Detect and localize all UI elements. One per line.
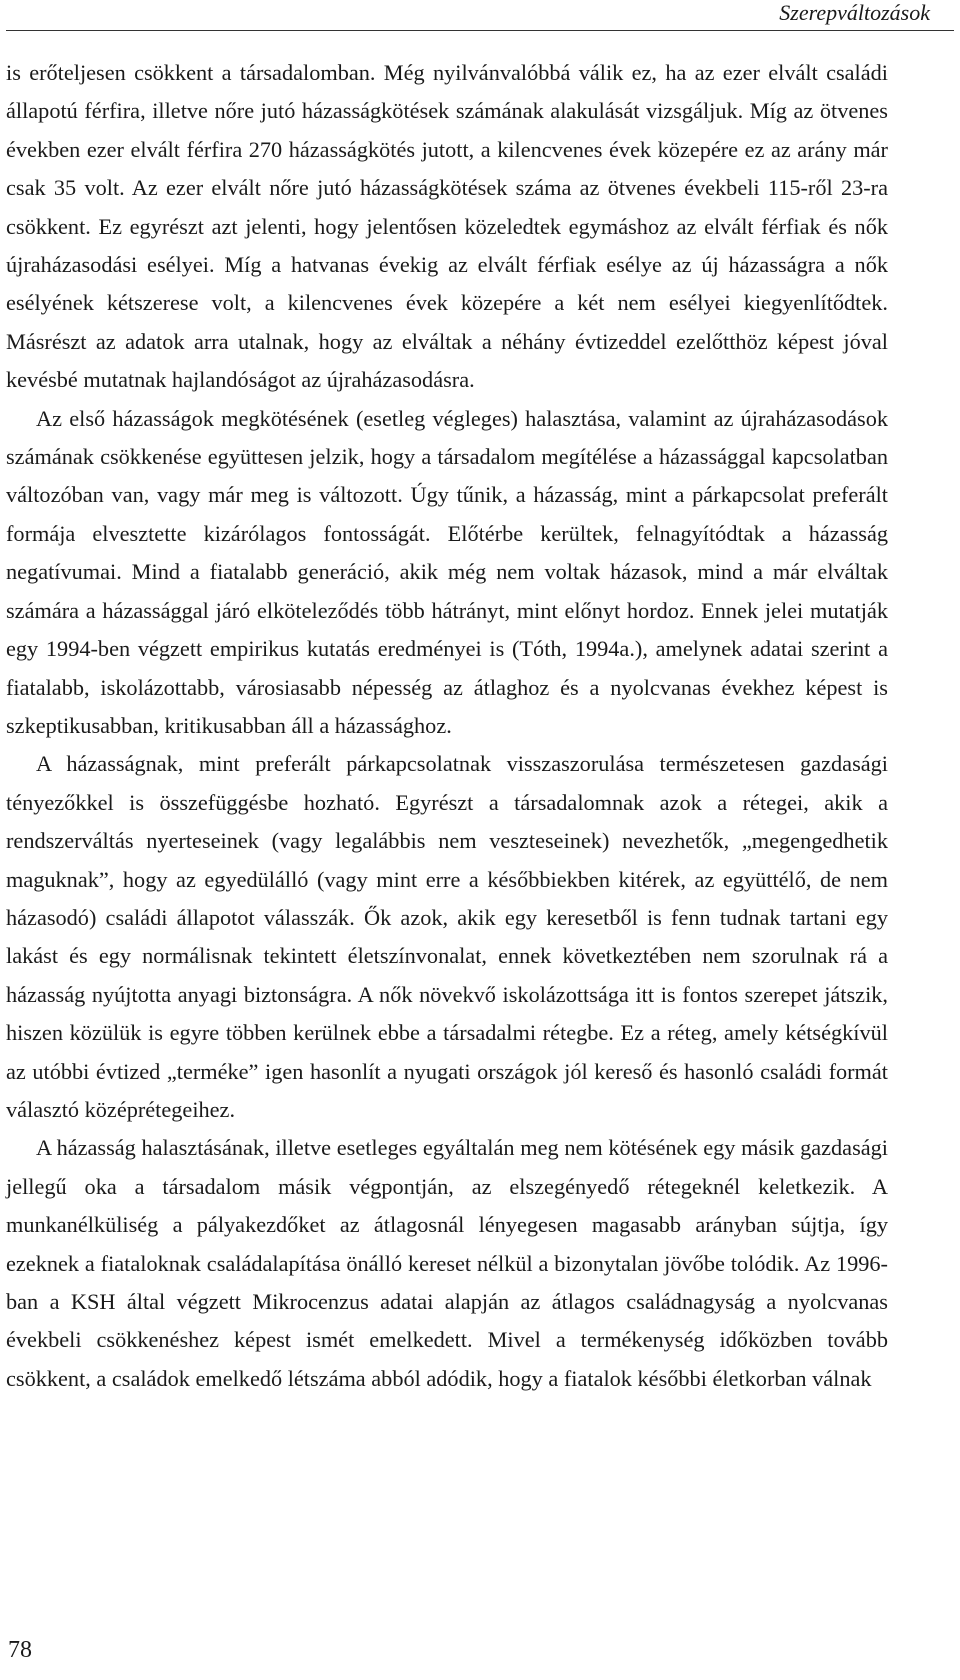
paragraph-3: A házasságnak, mint preferált párkapcsolatnak visszaszorulása természetesen gazdasági tényezőkkel is összefüggésbe hozható. Egyrészt a társadalomnak azok a rétegei, akik a rendszerváltás nyerteseinek (vagy legalábbis nem veszteseinek) nevezhetők, „megengedhetik maguknak”, hogy az egyedülálló (vagy mint erre a későbbiekben kitérek, az együttélő, de nem házasodó) családi állapotot válasszák. Ők azok, akik egy keresetből is fenn tudnak tartani egy lakást és egy normálisnak tekintett életszínvonalat, ennek következtében nem szorulnak rá a házasság nyújtotta anyagi biztonságra. A nők növekvő iskolázottsága itt is fontos szerepet játszik, hiszen közülük is egyre többen kerülnek ebbe a társadalmi rétegbe. Ez a réteg, amely kétségkívül az utóbbi évtized „terméke” igen hasonlít a nyugati országok jól kereső és hasonló családi formát választó középrétegeihez. bbox=[6, 751, 888, 1122]
page-number: 78 bbox=[8, 1637, 32, 1663]
body-text bbox=[6, 54, 888, 1398]
header-divider bbox=[6, 30, 954, 31]
paragraph-4: A házasság halasztásának, illetve esetleges egyáltalán meg nem kötésének egy másik gazdasági jellegű oka a társadalom másik végpontján, az elszegényedő rétegeknél keletkezik. A munkanélküliség a pályakezdőket az átlagosnál lényegesen magasabb arányban sújtja, így ezeknek a fiataloknak családalapítása önálló kereset nélkül a bizonytalan jövőbe tolódik. Az 1996-ban a KSH által végzett Mikrocenzus adatai alapján az átlagos családnagyság a nyolcvanas évekbeli csökkenéshez képest ismét emelkedett. Mivel a termékenység időközben tovább csökkent, a családok emelkedő létszáma abból adódik, hogy a fiatalok későbbi életkorban válnak bbox=[6, 1135, 888, 1391]
running-header: Szerepváltozások bbox=[779, 0, 930, 25]
paragraph-1: is erőteljesen csökkent a társadalomban. Még nyilvánvalóbbá válik ez, ha az ezer elvált családi állapotú férfira, illetve nőre jutó házasságkötések számának alakulását vizsgáljuk. Míg az ötvenes években ezer elvált férfira 270 házasságkötés jutott, a kilencvenes évek közepére ez az arány már csak 35 volt. Az ezer elvált nőre jutó házasságkötések száma az ötvenes évekbeli 115-ről 23-ra csökkent. Ez egyrészt azt jelenti, hogy jelentősen közeledtek egymáshoz az elvált férfiak és nők újraházasodási esélyei. Míg a hatvanas évekig az elvált férfiak esélye az új házasságra a nők esélyének kétszerese volt, a kilencvenes évek közepére a két nem esélyei kiegyenlítődtek. Másrészt az adatok arra utalnak, hogy az elváltak a néhány évtizeddel ezelőtthöz képest jóval kevésbé mutatnak hajlandóságot az újraházasodásra. bbox=[6, 60, 888, 393]
paragraph-2: Az első házasságok megkötésének (esetleg végleges) halasztása, valamint az újraházasodások számának csökkenése együttesen jelzik, hogy a társadalom megítélése a házassággal kapcsolatban változóban van, vagy már meg is változott. Úgy tűnik, a házasság, mint a párkapcsolat preferált formája elvesztette kizárólagos fontosságát. Előtérbe kerültek, felnagyítódtak a házasság negatívumai. Mind a fiatalabb generáció, akik még nem voltak házasok, mind a már elváltak számára a házassággal járó elköteleződés több hátrányt, mint előnyt hordoz. Ennek jelei mutatják egy 1994-ben végzett empirikus kutatás eredményei is (Tóth, 1994a.), amelynek adatai szerint a fiatalabb, iskolázottabb, városiasabb népesség az átlaghoz és a nyolcvanas évekhez képest is szkeptikusabban, kritikusabban áll a házassághoz. bbox=[6, 405, 888, 738]
